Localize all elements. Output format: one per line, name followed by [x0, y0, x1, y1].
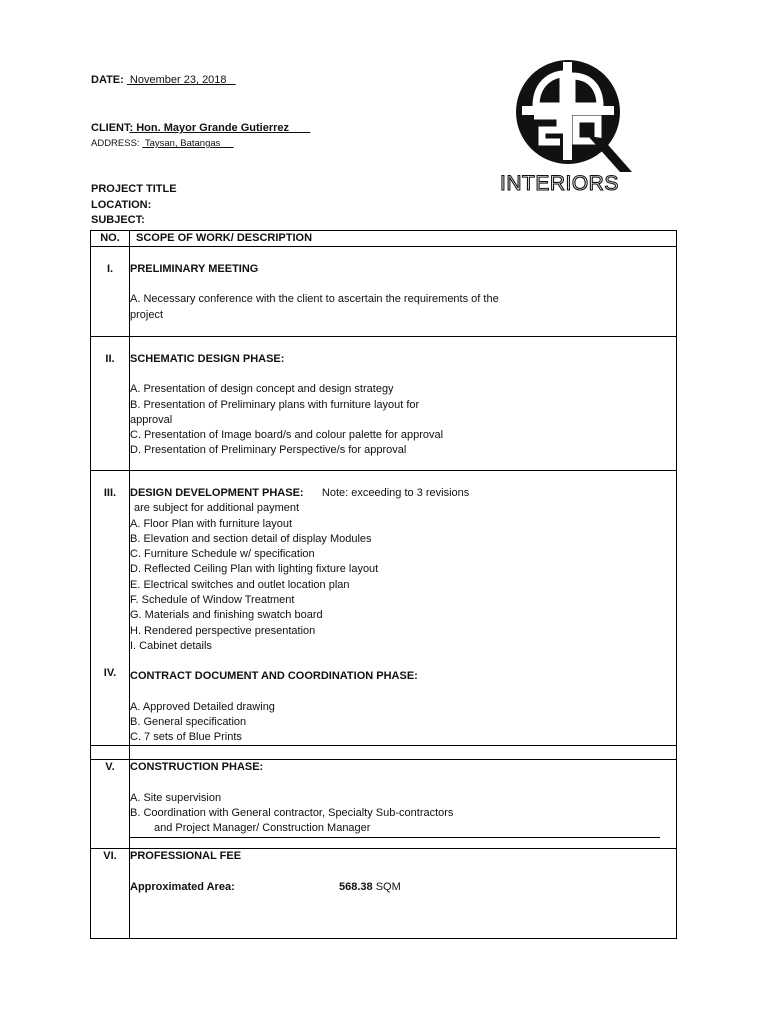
section-title: CONTRACT DOCUMENT AND COORDINATION PHASE:: [130, 670, 418, 683]
list-item: C. Presentation of Image board/s and colour palette for approval: [130, 429, 444, 442]
location-label: LOCATION:: [91, 199, 152, 211]
logo-brand-text: INTERIORS: [500, 172, 619, 195]
col-scope-header: SCOPE OF WORK/ DESCRIPTION: [130, 231, 677, 247]
list-item: F. Schedule of Window Treatment: [130, 594, 295, 607]
row-number: V.: [91, 760, 130, 849]
table-row: [91, 760, 677, 849]
list-item: B. Elevation and section detail of display Modules: [130, 532, 372, 545]
list-item: A. Presentation of design concept and design strategy: [130, 383, 394, 396]
interiors-logo-icon: [492, 50, 650, 200]
area-label: Approximated Area:: [130, 880, 235, 893]
address-label: ADDRESS:: [91, 138, 140, 149]
list-item: E. Electrical switches and outlet location plan: [130, 578, 350, 591]
scope-of-work-table: [90, 230, 677, 939]
row-number: II.: [91, 337, 130, 471]
list-item: A. Necessary conference with the client to ascertain the requirements of the: [130, 293, 499, 306]
address-line: [91, 138, 234, 149]
section-title: PROFESSIONAL FEE: [130, 850, 242, 863]
section-title: CONSTRUCTION PHASE:: [130, 761, 264, 774]
list-item: D. Presentation of Preliminary Perspective/s for approval: [130, 444, 407, 457]
list-item: C. 7 sets of Blue Prints: [130, 731, 242, 744]
address-value: Taysan, Batangas: [144, 138, 221, 149]
table-row: [91, 247, 677, 337]
revision-note-cont: are subject for additional payment: [134, 502, 300, 515]
client-value: : Hon. Mayor Grande Gutierrez: [129, 122, 290, 134]
list-item: A. Approved Detailed drawing: [130, 700, 275, 713]
subject-label: SUBJECT:: [91, 214, 145, 226]
project-title-label: PROJECT TITLE: [91, 183, 177, 195]
row-content: [130, 760, 677, 849]
date-value: November 23, 2018: [129, 74, 227, 86]
client-line: [91, 122, 310, 134]
row-content: [130, 247, 677, 337]
list-item: B. Coordination with General contractor, Specialty Sub-contractors: [130, 807, 454, 820]
area-line: [130, 880, 676, 895]
row-content: [130, 849, 677, 939]
table-row: [91, 471, 677, 746]
list-item: H. Rendered perspective presentation: [130, 624, 316, 637]
client-label: CLIENT: [91, 122, 130, 134]
table-header-row: [91, 231, 677, 247]
row-content: [130, 471, 677, 746]
table-row: [91, 849, 677, 939]
col-no-header: NO.: [91, 231, 130, 247]
section-title: SCHEMATIC DESIGN PHASE:: [130, 353, 285, 365]
section-title: PRELIMINARY MEETING: [130, 263, 259, 275]
list-item: B. Presentation of Preliminary plans with furniture layout for: [130, 398, 420, 411]
area-unit: SQM: [375, 880, 401, 893]
date-line: [91, 74, 236, 86]
list-item: A. Floor Plan with furniture layout: [130, 517, 293, 530]
section-title: DESIGN DEVELOPMENT PHASE: Note: exceeding to 3 revisions: [130, 487, 470, 499]
list-item: D. Reflected Ceiling Plan with lighting fixture layout: [130, 563, 379, 576]
list-item: approval: [130, 413, 173, 426]
list-item: G. Materials and finishing swatch board: [130, 609, 323, 622]
revision-note: Note: exceeding to 3 revisions: [321, 487, 470, 499]
list-item: C. Furniture Schedule w/ specification: [130, 548, 315, 561]
row-number: I.: [91, 247, 130, 337]
table-row: [91, 337, 677, 471]
list-item: I. Cabinet details: [130, 639, 212, 652]
date-label: DATE:: [91, 74, 124, 86]
area-value: 568.38: [339, 880, 373, 893]
list-item: B. General specification: [130, 715, 247, 728]
list-item: A. Site supervision: [130, 791, 222, 804]
list-item: project: [130, 308, 164, 321]
row-number: III. IV.: [91, 471, 130, 746]
spacer-row: [91, 746, 677, 760]
list-item: and Project Manager/ Construction Manager: [130, 821, 660, 837]
row-number: VI.: [91, 849, 130, 939]
row-content: [130, 337, 677, 471]
